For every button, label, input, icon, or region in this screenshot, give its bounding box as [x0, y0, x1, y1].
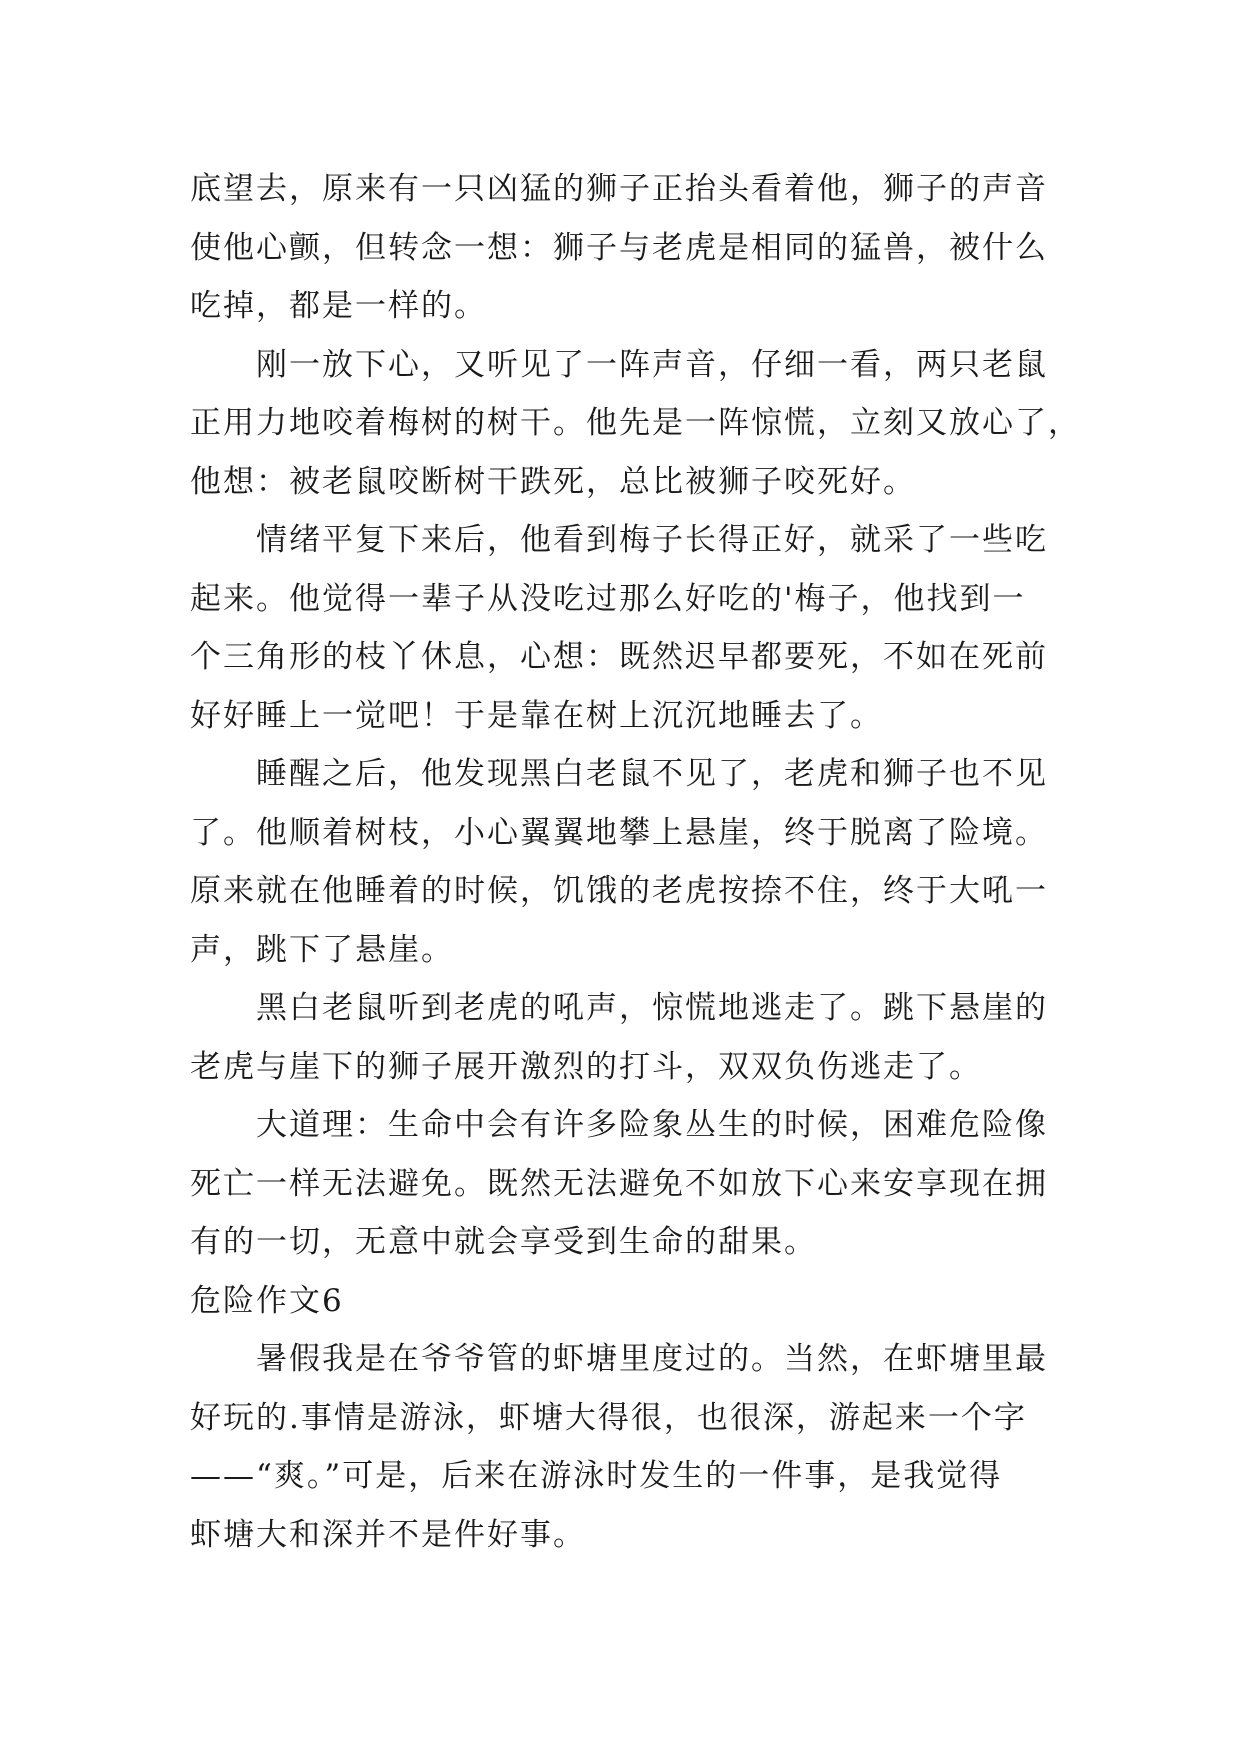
- text-line: 大道理：生命中会有许多险象丛生的时候，困难危险像: [256, 1107, 1048, 1143]
- text-line: 暑假我是在爷爷管的虾塘里度过的。当然，在虾塘里最: [256, 1341, 1048, 1377]
- text-line: 老虎与崖下的狮子展开激烈的打斗，双双负伤逃走了。: [190, 1048, 982, 1085]
- text-line: 了。他顺着树枝，小心翼翼地攀上悬崖，终于脱离了险境。: [190, 814, 1048, 851]
- text-line: 声，跳下了悬崖。: [190, 931, 454, 968]
- text-line: 刚一放下心，又听见了一阵声音，仔细一看，两只老鼠: [256, 346, 1048, 383]
- text-line: 起来。他觉得一辈子从没吃过那么好吃的'梅子，他找到一: [190, 580, 1026, 617]
- text-line: 个三角形的枝丫休息，心想：既然迟早都要死，不如在死前: [190, 639, 1048, 675]
- text-line: 原来就在他睡着的时候，饥饿的老虎按捺不住，终于大吼一: [190, 873, 1048, 909]
- text-line: ——“爽。”可是，后来在游泳时发生的一件事，是我觉得: [190, 1458, 1003, 1494]
- section-heading: 危险作文6: [190, 1282, 344, 1319]
- text-line: 他想：被老鼠咬断树干跌死，总比被狮子咬死好。: [190, 463, 916, 500]
- text-line: 情绪平复下来后，他看到梅子长得正好，就采了一些吃: [256, 522, 1048, 558]
- text-line: 吃掉，都是一样的。: [190, 288, 487, 324]
- text-line: 底望去，原来有一只凶猛的狮子正抬头看着他，狮子的声音: [190, 171, 1048, 207]
- text-line: 黑白老鼠听到老虎的吼声，惊慌地逃走了。跳下悬崖的: [256, 990, 1048, 1026]
- text-line: 睡醒之后，他发现黑白老鼠不见了，老虎和狮子也不见: [256, 756, 1048, 792]
- text-line: 死亡一样无法避免。既然无法避免不如放下心来安享现在拥: [190, 1165, 1048, 1202]
- text-line: 虾塘大和深并不是件好事。: [190, 1516, 586, 1553]
- text-line: 使他心颤，但转念一想：狮子与老虎是相同的猛兽，被什么: [190, 229, 1048, 266]
- text-line: 好玩的.事情是游泳，虾塘大得很，也很深，游起来一个字: [190, 1399, 1027, 1436]
- text-line: 有的一切，无意中就会享受到生命的甜果。: [190, 1224, 817, 1260]
- text-line: 正用力地咬着梅树的树干。他先是一阵惊慌，立刻又放心了，: [190, 405, 1081, 441]
- document-body: [190, 160, 1081, 1564]
- text-line: 好好睡上一觉吧！于是靠在树上沉沉地睡去了。: [190, 697, 883, 734]
